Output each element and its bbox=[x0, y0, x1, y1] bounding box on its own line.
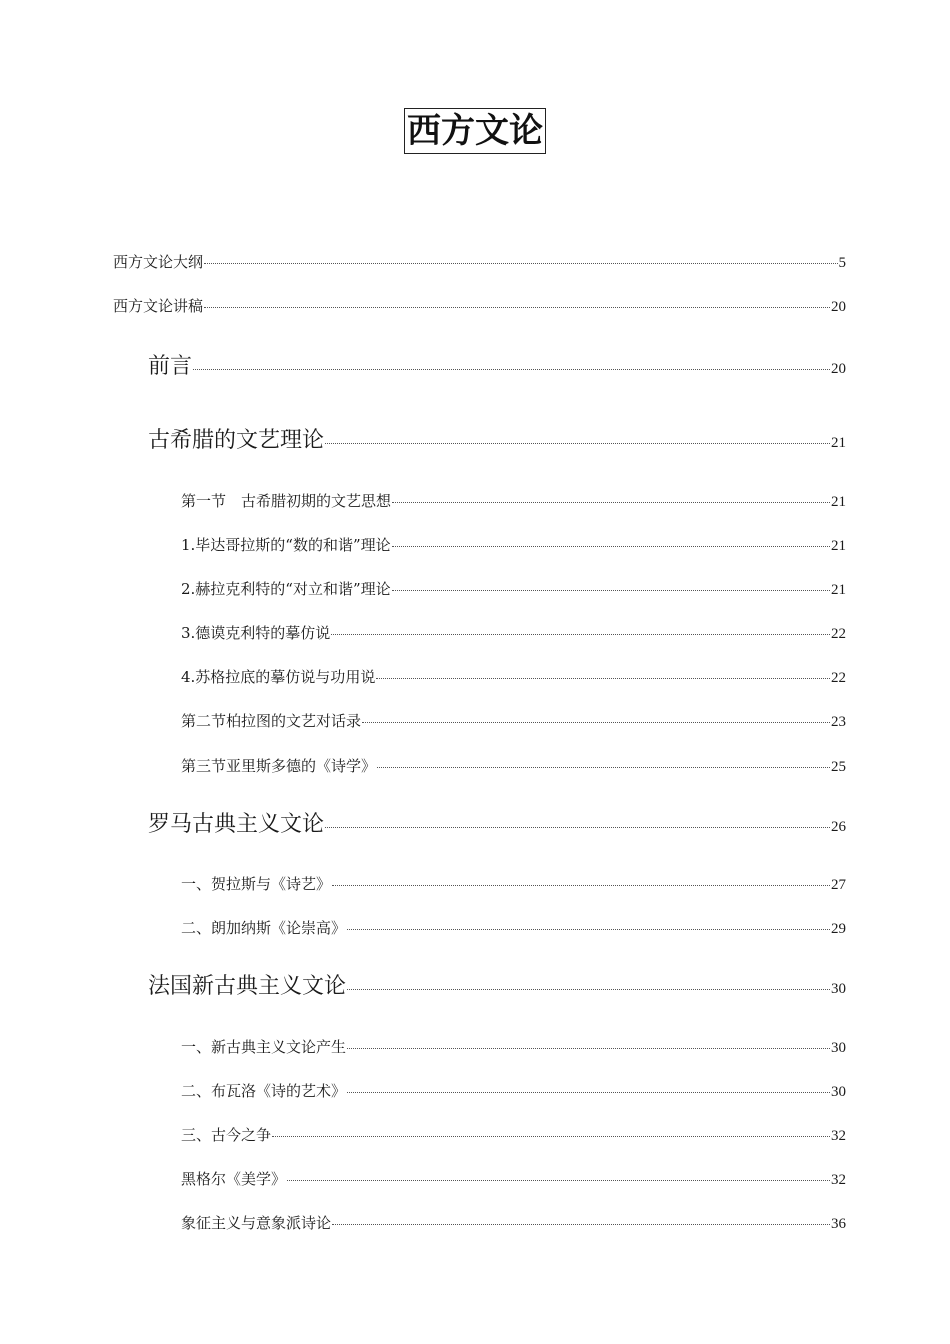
toc-leader bbox=[193, 369, 830, 370]
toc-leader bbox=[392, 590, 830, 591]
toc-entry[interactable] bbox=[113, 295, 846, 316]
toc-entry-label: 西方文论讲稿 bbox=[113, 297, 204, 315]
toc-leader bbox=[325, 827, 830, 828]
toc-entry-label: 4.苏格拉底的摹仿说与功用说 bbox=[181, 668, 376, 686]
toc-leader bbox=[376, 678, 830, 679]
toc-entry[interactable] bbox=[148, 807, 846, 838]
toc-leader bbox=[287, 1180, 830, 1181]
toc-entry-label: 法国新古典主义文论 bbox=[148, 974, 347, 999]
toc-entry-label: 二、朗加纳斯《论崇高》 bbox=[181, 919, 347, 937]
toc-leader bbox=[362, 722, 830, 723]
toc-entry-label: 一、新古典主义文论产生 bbox=[181, 1038, 347, 1056]
title-container bbox=[0, 108, 950, 154]
toc-entry-page: 26 bbox=[831, 819, 846, 835]
toc-entry[interactable] bbox=[181, 1212, 846, 1233]
toc-entry-label: 2.赫拉克利特的“对立和谐”理论 bbox=[181, 580, 391, 598]
toc-leader bbox=[347, 989, 830, 990]
toc-entry-page: 22 bbox=[831, 626, 846, 642]
toc-entry[interactable] bbox=[148, 423, 846, 454]
toc-entry-label: 三、古今之争 bbox=[181, 1126, 272, 1144]
toc-leader bbox=[332, 885, 830, 886]
toc-entry-page: 32 bbox=[831, 1128, 846, 1144]
toc-entry-page: 36 bbox=[831, 1216, 846, 1232]
toc-entry[interactable] bbox=[181, 873, 846, 894]
toc-entry[interactable] bbox=[181, 1036, 846, 1057]
toc-entry[interactable] bbox=[181, 534, 846, 555]
toc-leader bbox=[347, 929, 830, 930]
toc-entry-page: 5 bbox=[838, 255, 846, 271]
toc-leader bbox=[392, 502, 830, 503]
toc-leader bbox=[347, 1048, 830, 1049]
toc-entry-page: 30 bbox=[831, 981, 846, 997]
toc-leader bbox=[332, 1224, 830, 1225]
toc-entry-label: 第一节 古希腊初期的文艺思想 bbox=[181, 492, 392, 510]
toc-entry[interactable] bbox=[181, 917, 846, 938]
toc-entry-label: 一、贺拉斯与《诗艺》 bbox=[181, 875, 332, 893]
toc-leader bbox=[331, 634, 830, 635]
toc-entry-label: 二、布瓦洛《诗的艺术》 bbox=[181, 1082, 347, 1100]
toc-leader bbox=[347, 1092, 830, 1093]
toc-entry-label: 古希腊的文艺理论 bbox=[148, 428, 325, 453]
toc-entry[interactable] bbox=[181, 578, 846, 599]
document-title: 西方文论 bbox=[404, 108, 546, 154]
toc-entry-page: 32 bbox=[831, 1172, 846, 1188]
toc-entry[interactable] bbox=[113, 251, 846, 272]
toc-entry[interactable] bbox=[181, 1168, 846, 1189]
toc-entry[interactable] bbox=[181, 755, 846, 776]
toc-entry-label: 象征主义与意象派诗论 bbox=[181, 1214, 332, 1232]
toc-entry-page: 22 bbox=[831, 670, 846, 686]
toc-entry-page: 21 bbox=[831, 582, 846, 598]
toc-entry-page: 20 bbox=[831, 361, 846, 377]
toc-entry[interactable] bbox=[181, 622, 846, 643]
toc-entry[interactable] bbox=[181, 666, 846, 687]
toc-entry-page: 21 bbox=[831, 435, 846, 451]
toc-entry-page: 27 bbox=[831, 877, 846, 893]
toc-entry[interactable] bbox=[181, 710, 846, 731]
toc-entry-page: 20 bbox=[831, 299, 846, 315]
toc-entry[interactable] bbox=[148, 969, 846, 1000]
toc-leader bbox=[204, 307, 830, 308]
toc-leader bbox=[377, 767, 830, 768]
toc-entry-label: 黑格尔《美学》 bbox=[181, 1170, 287, 1188]
toc-entry[interactable] bbox=[181, 1124, 846, 1145]
toc-leader bbox=[272, 1136, 830, 1137]
toc-leader bbox=[204, 263, 837, 264]
toc-leader bbox=[325, 443, 830, 444]
toc-entry[interactable] bbox=[148, 349, 846, 380]
toc-entry-page: 21 bbox=[831, 538, 846, 554]
toc-entry-label: 前言 bbox=[148, 354, 193, 379]
toc-leader bbox=[392, 546, 830, 547]
toc-entry-label: 罗马古典主义文论 bbox=[148, 812, 325, 837]
toc-entry-page: 23 bbox=[831, 714, 846, 730]
toc-entry-label: 第三节亚里斯多德的《诗学》 bbox=[181, 757, 377, 775]
toc-entry-page: 30 bbox=[831, 1084, 846, 1100]
toc-entry-page: 30 bbox=[831, 1040, 846, 1056]
toc-entry-label: 1.毕达哥拉斯的“数的和谐”理论 bbox=[181, 536, 391, 554]
toc-entry-label: 第二节柏拉图的文艺对话录 bbox=[181, 712, 362, 730]
toc-entry-label: 3.德谟克利特的摹仿说 bbox=[181, 624, 331, 642]
toc-entry-label: 西方文论大纲 bbox=[113, 253, 204, 271]
toc-entry[interactable] bbox=[181, 490, 846, 511]
toc-entry-page: 25 bbox=[831, 759, 846, 775]
toc-entry-page: 29 bbox=[831, 921, 846, 937]
toc-entry-page: 21 bbox=[831, 494, 846, 510]
toc-entry[interactable] bbox=[181, 1080, 846, 1101]
